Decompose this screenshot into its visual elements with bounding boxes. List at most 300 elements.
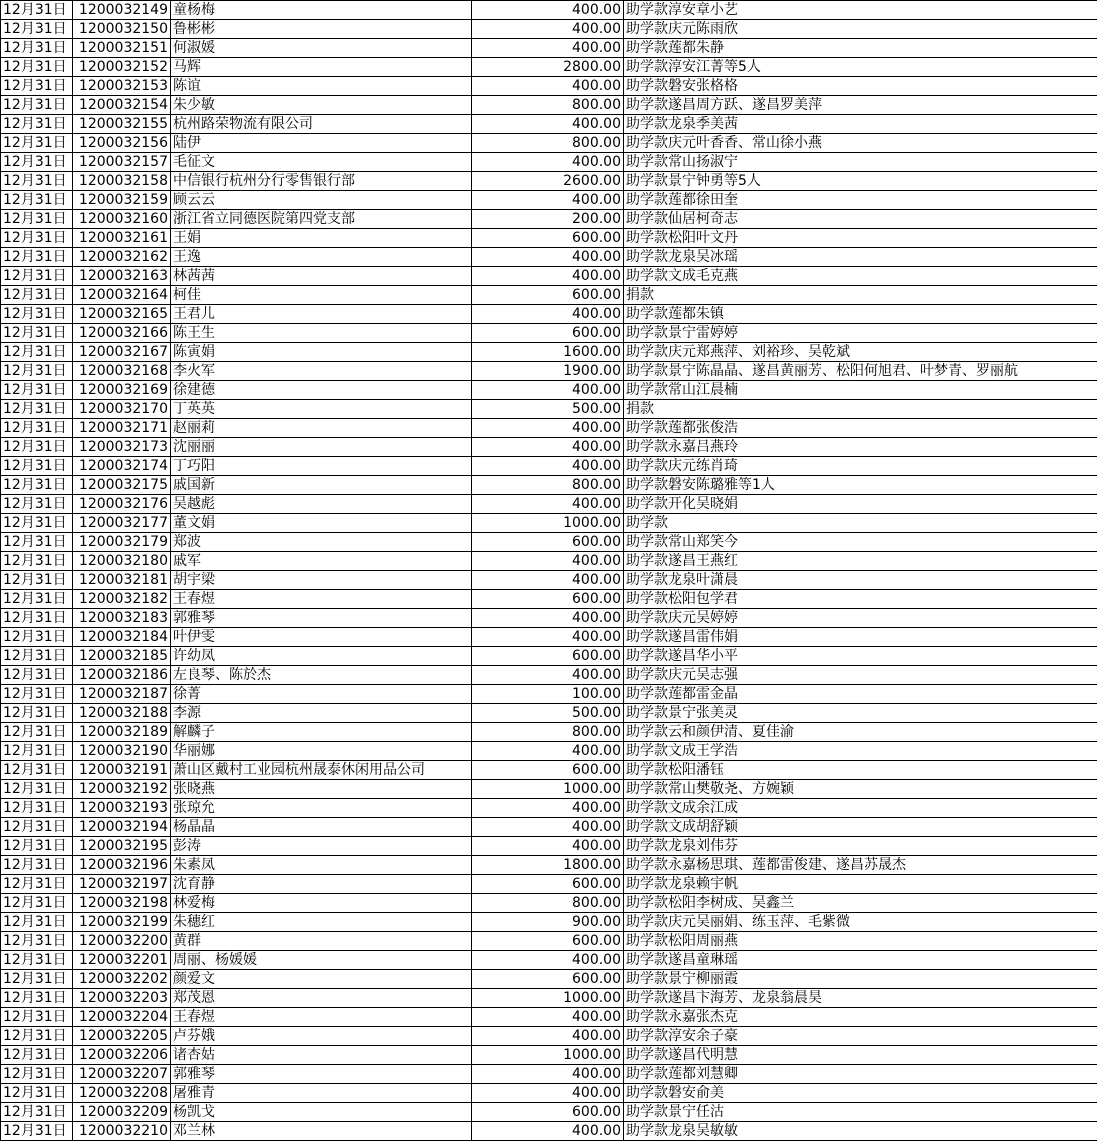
table-row[interactable]: [1, 1, 1097, 20]
date-cell[interactable]: 12月31日: [1, 875, 73, 894]
amount-cell[interactable]: 400.00: [472, 248, 624, 267]
date-cell[interactable]: 12月31日: [1, 495, 73, 514]
table-row[interactable]: [1, 210, 1097, 229]
amount-cell[interactable]: 400.00: [472, 381, 624, 400]
note-cell[interactable]: 助学款遂昌代明慧: [624, 1046, 1097, 1065]
table-row[interactable]: [1, 1065, 1097, 1084]
donor-name-cell[interactable]: 童杨梅: [171, 1, 472, 20]
date-cell[interactable]: 12月31日: [1, 115, 73, 134]
receipt-number-cell[interactable]: 1200032149: [73, 1, 171, 20]
amount-cell[interactable]: 2600.00: [472, 172, 624, 191]
table-row[interactable]: [1, 248, 1097, 267]
amount-cell[interactable]: 400.00: [472, 742, 624, 761]
donor-name-cell[interactable]: 鲁彬彬: [171, 20, 472, 39]
table-row[interactable]: [1, 58, 1097, 77]
note-cell[interactable]: 助学款云和颜伊清、夏佳渝: [624, 723, 1097, 742]
date-cell[interactable]: 12月31日: [1, 400, 73, 419]
table-row[interactable]: [1, 419, 1097, 438]
donor-name-cell[interactable]: 沈丽丽: [171, 438, 472, 457]
date-cell[interactable]: 12月31日: [1, 780, 73, 799]
note-cell[interactable]: 助学款遂昌王燕红: [624, 552, 1097, 571]
donor-name-cell[interactable]: 陈寅娟: [171, 343, 472, 362]
table-row[interactable]: [1, 913, 1097, 932]
amount-cell[interactable]: 600.00: [472, 875, 624, 894]
table-row[interactable]: [1, 77, 1097, 96]
date-cell[interactable]: 12月31日: [1, 286, 73, 305]
note-cell[interactable]: 助学款龙泉刘伟芬: [624, 837, 1097, 856]
donor-name-cell[interactable]: 顾云云: [171, 191, 472, 210]
receipt-number-cell[interactable]: 1200032203: [73, 989, 171, 1008]
note-cell[interactable]: 助学款莲都张俊浩: [624, 419, 1097, 438]
amount-cell[interactable]: 600.00: [472, 932, 624, 951]
table-row[interactable]: [1, 780, 1097, 799]
note-cell[interactable]: 助学款龙泉赖宇帆: [624, 875, 1097, 894]
note-cell[interactable]: 助学款庆元吴丽娟、练玉萍、毛紫微: [624, 913, 1097, 932]
amount-cell[interactable]: 1800.00: [472, 856, 624, 875]
table-row[interactable]: [1, 134, 1097, 153]
amount-cell[interactable]: 500.00: [472, 704, 624, 723]
date-cell[interactable]: 12月31日: [1, 324, 73, 343]
note-cell[interactable]: 助学款莲都雷金晶: [624, 685, 1097, 704]
amount-cell[interactable]: 400.00: [472, 1, 624, 20]
note-cell[interactable]: 助学款景宁张美灵: [624, 704, 1097, 723]
date-cell[interactable]: 12月31日: [1, 552, 73, 571]
amount-cell[interactable]: 800.00: [472, 96, 624, 115]
donor-name-cell[interactable]: 华丽娜: [171, 742, 472, 761]
date-cell[interactable]: 12月31日: [1, 742, 73, 761]
date-cell[interactable]: 12月31日: [1, 96, 73, 115]
receipt-number-cell[interactable]: 1200032197: [73, 875, 171, 894]
date-cell[interactable]: 12月31日: [1, 799, 73, 818]
receipt-number-cell[interactable]: 1200032198: [73, 894, 171, 913]
donor-name-cell[interactable]: 毛征文: [171, 153, 472, 172]
receipt-number-cell[interactable]: 1200032190: [73, 742, 171, 761]
date-cell[interactable]: 12月31日: [1, 343, 73, 362]
receipt-number-cell[interactable]: 1200032169: [73, 381, 171, 400]
table-row[interactable]: [1, 552, 1097, 571]
amount-cell[interactable]: 1000.00: [472, 780, 624, 799]
table-row[interactable]: [1, 495, 1097, 514]
note-cell[interactable]: 助学款开化吴晓娟: [624, 495, 1097, 514]
note-cell[interactable]: 助学款庆元郑燕萍、刘裕珍、吴乾斌: [624, 343, 1097, 362]
receipt-number-cell[interactable]: 1200032155: [73, 115, 171, 134]
receipt-number-cell[interactable]: 1200032189: [73, 723, 171, 742]
receipt-number-cell[interactable]: 1200032159: [73, 191, 171, 210]
donor-name-cell[interactable]: 徐菁: [171, 685, 472, 704]
table-row[interactable]: [1, 837, 1097, 856]
amount-cell[interactable]: 400.00: [472, 1065, 624, 1084]
date-cell[interactable]: 12月31日: [1, 533, 73, 552]
date-cell[interactable]: 12月31日: [1, 134, 73, 153]
note-cell[interactable]: 助学款庆元陈雨欣: [624, 20, 1097, 39]
table-row[interactable]: [1, 970, 1097, 989]
donor-name-cell[interactable]: 吴越彪: [171, 495, 472, 514]
table-row[interactable]: [1, 704, 1097, 723]
receipt-number-cell[interactable]: 1200032196: [73, 856, 171, 875]
table-row[interactable]: [1, 153, 1097, 172]
receipt-number-cell[interactable]: 1200032185: [73, 647, 171, 666]
table-row[interactable]: [1, 1122, 1097, 1141]
donor-name-cell[interactable]: 郭雅琴: [171, 609, 472, 628]
amount-cell[interactable]: 400.00: [472, 305, 624, 324]
donor-name-cell[interactable]: 彭涛: [171, 837, 472, 856]
note-cell[interactable]: 助学款景宁雷婷婷: [624, 324, 1097, 343]
amount-cell[interactable]: 400.00: [472, 571, 624, 590]
donor-name-cell[interactable]: 卢芬娥: [171, 1027, 472, 1046]
amount-cell[interactable]: 400.00: [472, 951, 624, 970]
receipt-number-cell[interactable]: 1200032153: [73, 77, 171, 96]
note-cell[interactable]: 助学款仙居柯奇志: [624, 210, 1097, 229]
amount-cell[interactable]: 400.00: [472, 1027, 624, 1046]
date-cell[interactable]: 12月31日: [1, 419, 73, 438]
note-cell[interactable]: 助学款龙泉叶潇晨: [624, 571, 1097, 590]
note-cell[interactable]: 助学款常山樊敬尧、方婉颖: [624, 780, 1097, 799]
donor-name-cell[interactable]: 马辉: [171, 58, 472, 77]
date-cell[interactable]: 12月31日: [1, 172, 73, 191]
note-cell[interactable]: 助学款淳安余子豪: [624, 1027, 1097, 1046]
donor-name-cell[interactable]: 戚国新: [171, 476, 472, 495]
table-row[interactable]: [1, 590, 1097, 609]
note-cell[interactable]: 助学款松阳包学君: [624, 590, 1097, 609]
note-cell[interactable]: 捐款: [624, 286, 1097, 305]
table-row[interactable]: [1, 1046, 1097, 1065]
date-cell[interactable]: 12月31日: [1, 1046, 73, 1065]
note-cell[interactable]: 助学款永嘉张杰克: [624, 1008, 1097, 1027]
table-row[interactable]: [1, 457, 1097, 476]
receipt-number-cell[interactable]: 1200032163: [73, 267, 171, 286]
table-row[interactable]: [1, 1008, 1097, 1027]
note-cell[interactable]: 助学款龙泉吴冰瑶: [624, 248, 1097, 267]
date-cell[interactable]: 12月31日: [1, 1, 73, 20]
table-row[interactable]: [1, 571, 1097, 590]
donor-name-cell[interactable]: 邓兰林: [171, 1122, 472, 1141]
note-cell[interactable]: 助学款: [624, 514, 1097, 533]
receipt-number-cell[interactable]: 1200032171: [73, 419, 171, 438]
amount-cell[interactable]: 400.00: [472, 818, 624, 837]
donor-name-cell[interactable]: 朱少敏: [171, 96, 472, 115]
amount-cell[interactable]: 400.00: [472, 1084, 624, 1103]
receipt-number-cell[interactable]: 1200032179: [73, 533, 171, 552]
date-cell[interactable]: 12月31日: [1, 1008, 73, 1027]
donor-name-cell[interactable]: 屠雅青: [171, 1084, 472, 1103]
receipt-number-cell[interactable]: 1200032180: [73, 552, 171, 571]
note-cell[interactable]: 助学款庆元叶香香、常山徐小燕: [624, 134, 1097, 153]
amount-cell[interactable]: 400.00: [472, 115, 624, 134]
donor-name-cell[interactable]: 许幼凤: [171, 647, 472, 666]
amount-cell[interactable]: 400.00: [472, 20, 624, 39]
donor-name-cell[interactable]: 朱穗红: [171, 913, 472, 932]
table-row[interactable]: [1, 761, 1097, 780]
amount-cell[interactable]: 600.00: [472, 324, 624, 343]
note-cell[interactable]: 助学款景宁钟勇等5人: [624, 172, 1097, 191]
receipt-number-cell[interactable]: 1200032181: [73, 571, 171, 590]
amount-cell[interactable]: 600.00: [472, 229, 624, 248]
receipt-number-cell[interactable]: 1200032205: [73, 1027, 171, 1046]
amount-cell[interactable]: 600.00: [472, 533, 624, 552]
donor-name-cell[interactable]: 杨晶晶: [171, 818, 472, 837]
receipt-number-cell[interactable]: 1200032207: [73, 1065, 171, 1084]
note-cell[interactable]: 助学款磐安俞美: [624, 1084, 1097, 1103]
note-cell[interactable]: 助学款常山江晨楠: [624, 381, 1097, 400]
table-row[interactable]: [1, 1027, 1097, 1046]
date-cell[interactable]: 12月31日: [1, 856, 73, 875]
receipt-number-cell[interactable]: 1200032193: [73, 799, 171, 818]
receipt-number-cell[interactable]: 1200032210: [73, 1122, 171, 1141]
receipt-number-cell[interactable]: 1200032192: [73, 780, 171, 799]
donor-name-cell[interactable]: 杭州路荣物流有限公司: [171, 115, 472, 134]
date-cell[interactable]: 12月31日: [1, 39, 73, 58]
note-cell[interactable]: 助学款遂昌华小平: [624, 647, 1097, 666]
amount-cell[interactable]: 100.00: [472, 685, 624, 704]
date-cell[interactable]: 12月31日: [1, 1084, 73, 1103]
note-cell[interactable]: 助学款庆元练肖琦: [624, 457, 1097, 476]
date-cell[interactable]: 12月31日: [1, 818, 73, 837]
receipt-number-cell[interactable]: 1200032175: [73, 476, 171, 495]
receipt-number-cell[interactable]: 1200032183: [73, 609, 171, 628]
date-cell[interactable]: 12月31日: [1, 305, 73, 324]
donor-name-cell[interactable]: 王春煜: [171, 1008, 472, 1027]
date-cell[interactable]: 12月31日: [1, 970, 73, 989]
amount-cell[interactable]: 400.00: [472, 438, 624, 457]
note-cell[interactable]: 助学款遂昌卞海芳、龙泉翁晨昊: [624, 989, 1097, 1008]
donor-name-cell[interactable]: 沈育静: [171, 875, 472, 894]
note-cell[interactable]: 助学款松阳李树成、吴鑫兰: [624, 894, 1097, 913]
note-cell[interactable]: 助学款景宁柳丽霞: [624, 970, 1097, 989]
donor-name-cell[interactable]: 萧山区戴村工业园杭州晟泰休闲用品公司: [171, 761, 472, 780]
donor-name-cell[interactable]: 中信银行杭州分行零售银行部: [171, 172, 472, 191]
date-cell[interactable]: 12月31日: [1, 989, 73, 1008]
amount-cell[interactable]: 1600.00: [472, 343, 624, 362]
donor-name-cell[interactable]: 赵丽莉: [171, 419, 472, 438]
receipt-number-cell[interactable]: 1200032177: [73, 514, 171, 533]
amount-cell[interactable]: 400.00: [472, 419, 624, 438]
table-row[interactable]: [1, 39, 1097, 58]
table-row[interactable]: [1, 96, 1097, 115]
donor-name-cell[interactable]: 丁巧阳: [171, 457, 472, 476]
note-cell[interactable]: 助学款庆元吴志强: [624, 666, 1097, 685]
amount-cell[interactable]: 400.00: [472, 666, 624, 685]
amount-cell[interactable]: 400.00: [472, 77, 624, 96]
note-cell[interactable]: 助学款淳安章小艺: [624, 1, 1097, 20]
donor-name-cell[interactable]: 陈谊: [171, 77, 472, 96]
note-cell[interactable]: 助学款松阳周丽燕: [624, 932, 1097, 951]
donor-name-cell[interactable]: 朱素凤: [171, 856, 472, 875]
note-cell[interactable]: 助学款磐安张格格: [624, 77, 1097, 96]
donor-name-cell[interactable]: 杨凯戈: [171, 1103, 472, 1122]
receipt-number-cell[interactable]: 1200032206: [73, 1046, 171, 1065]
date-cell[interactable]: 12月31日: [1, 457, 73, 476]
donor-name-cell[interactable]: 解麟子: [171, 723, 472, 742]
date-cell[interactable]: 12月31日: [1, 20, 73, 39]
table-row[interactable]: [1, 400, 1097, 419]
receipt-number-cell[interactable]: 1200032151: [73, 39, 171, 58]
table-row[interactable]: [1, 742, 1097, 761]
donor-name-cell[interactable]: 叶伊雯: [171, 628, 472, 647]
table-row[interactable]: [1, 229, 1097, 248]
donor-name-cell[interactable]: 戚军: [171, 552, 472, 571]
receipt-number-cell[interactable]: 1200032152: [73, 58, 171, 77]
receipt-number-cell[interactable]: 1200032167: [73, 343, 171, 362]
table-row[interactable]: [1, 20, 1097, 39]
date-cell[interactable]: 12月31日: [1, 210, 73, 229]
note-cell[interactable]: 助学款遂昌雷伟娟: [624, 628, 1097, 647]
table-row[interactable]: [1, 1103, 1097, 1122]
date-cell[interactable]: 12月31日: [1, 191, 73, 210]
amount-cell[interactable]: 2800.00: [472, 58, 624, 77]
note-cell[interactable]: 助学款莲都徐田奎: [624, 191, 1097, 210]
amount-cell[interactable]: 600.00: [472, 647, 624, 666]
receipt-number-cell[interactable]: 1200032161: [73, 229, 171, 248]
amount-cell[interactable]: 400.00: [472, 628, 624, 647]
table-row[interactable]: [1, 115, 1097, 134]
table-row[interactable]: [1, 875, 1097, 894]
table-row[interactable]: [1, 951, 1097, 970]
amount-cell[interactable]: 400.00: [472, 191, 624, 210]
donor-name-cell[interactable]: 董文娟: [171, 514, 472, 533]
note-cell[interactable]: 助学款文成余江成: [624, 799, 1097, 818]
note-cell[interactable]: 助学款常山扬淑宁: [624, 153, 1097, 172]
amount-cell[interactable]: 400.00: [472, 609, 624, 628]
table-row[interactable]: [1, 666, 1097, 685]
amount-cell[interactable]: 600.00: [472, 590, 624, 609]
table-row[interactable]: [1, 305, 1097, 324]
donor-name-cell[interactable]: 李源: [171, 704, 472, 723]
table-row[interactable]: [1, 286, 1097, 305]
note-cell[interactable]: 助学款永嘉杨思琪、莲都雷俊建、遂昌苏晟杰: [624, 856, 1097, 875]
amount-cell[interactable]: 400.00: [472, 837, 624, 856]
note-cell[interactable]: 助学款莲都朱镇: [624, 305, 1097, 324]
amount-cell[interactable]: 800.00: [472, 723, 624, 742]
receipt-number-cell[interactable]: 1200032150: [73, 20, 171, 39]
table-row[interactable]: [1, 191, 1097, 210]
note-cell[interactable]: 助学款文成胡舒颖: [624, 818, 1097, 837]
donor-name-cell[interactable]: 浙江省立同德医院第四党支部: [171, 210, 472, 229]
receipt-number-cell[interactable]: 1200032174: [73, 457, 171, 476]
table-row[interactable]: [1, 723, 1097, 742]
donor-name-cell[interactable]: 张晓燕: [171, 780, 472, 799]
amount-cell[interactable]: 1900.00: [472, 362, 624, 381]
receipt-number-cell[interactable]: 1200032173: [73, 438, 171, 457]
receipt-number-cell[interactable]: 1200032166: [73, 324, 171, 343]
donor-name-cell[interactable]: 王春煜: [171, 590, 472, 609]
receipt-number-cell[interactable]: 1200032158: [73, 172, 171, 191]
receipt-number-cell[interactable]: 1200032204: [73, 1008, 171, 1027]
amount-cell[interactable]: 1000.00: [472, 1046, 624, 1065]
receipt-number-cell[interactable]: 1200032201: [73, 951, 171, 970]
amount-cell[interactable]: 400.00: [472, 799, 624, 818]
date-cell[interactable]: 12月31日: [1, 704, 73, 723]
table-row[interactable]: [1, 381, 1097, 400]
date-cell[interactable]: 12月31日: [1, 248, 73, 267]
date-cell[interactable]: 12月31日: [1, 628, 73, 647]
table-row[interactable]: [1, 267, 1097, 286]
receipt-number-cell[interactable]: 1200032176: [73, 495, 171, 514]
donor-name-cell[interactable]: 王君儿: [171, 305, 472, 324]
amount-cell[interactable]: 200.00: [472, 210, 624, 229]
date-cell[interactable]: 12月31日: [1, 1027, 73, 1046]
table-row[interactable]: [1, 628, 1097, 647]
donor-name-cell[interactable]: 陆伊: [171, 134, 472, 153]
note-cell[interactable]: 助学款松阳潘钰: [624, 761, 1097, 780]
date-cell[interactable]: 12月31日: [1, 1122, 73, 1141]
note-cell[interactable]: 助学款磐安陈璐雅等1人: [624, 476, 1097, 495]
receipt-number-cell[interactable]: 1200032170: [73, 400, 171, 419]
receipt-number-cell[interactable]: 1200032209: [73, 1103, 171, 1122]
donor-name-cell[interactable]: 郭雅琴: [171, 1065, 472, 1084]
table-row[interactable]: [1, 856, 1097, 875]
donor-name-cell[interactable]: 林爱梅: [171, 894, 472, 913]
donor-name-cell[interactable]: 林茜茜: [171, 267, 472, 286]
amount-cell[interactable]: 600.00: [472, 761, 624, 780]
donor-name-cell[interactable]: 丁英英: [171, 400, 472, 419]
table-row[interactable]: [1, 609, 1097, 628]
amount-cell[interactable]: 1000.00: [472, 989, 624, 1008]
receipt-number-cell[interactable]: 1200032165: [73, 305, 171, 324]
donor-name-cell[interactable]: 柯佳: [171, 286, 472, 305]
note-cell[interactable]: 助学款景宁任沽: [624, 1103, 1097, 1122]
note-cell[interactable]: 捐款: [624, 400, 1097, 419]
amount-cell[interactable]: 800.00: [472, 134, 624, 153]
date-cell[interactable]: 12月31日: [1, 913, 73, 932]
note-cell[interactable]: 助学款龙泉季美茜: [624, 115, 1097, 134]
date-cell[interactable]: 12月31日: [1, 761, 73, 780]
date-cell[interactable]: 12月31日: [1, 1065, 73, 1084]
date-cell[interactable]: 12月31日: [1, 514, 73, 533]
table-row[interactable]: [1, 533, 1097, 552]
note-cell[interactable]: 助学款文成王学浩: [624, 742, 1097, 761]
amount-cell[interactable]: 400.00: [472, 267, 624, 286]
date-cell[interactable]: 12月31日: [1, 267, 73, 286]
table-row[interactable]: [1, 438, 1097, 457]
receipt-number-cell[interactable]: 1200032187: [73, 685, 171, 704]
table-row[interactable]: [1, 989, 1097, 1008]
table-row[interactable]: [1, 1084, 1097, 1103]
note-cell[interactable]: 助学款文成毛克燕: [624, 267, 1097, 286]
donor-name-cell[interactable]: 王逸: [171, 248, 472, 267]
receipt-number-cell[interactable]: 1200032162: [73, 248, 171, 267]
donor-name-cell[interactable]: 周丽、杨媛媛: [171, 951, 472, 970]
date-cell[interactable]: 12月31日: [1, 590, 73, 609]
receipt-number-cell[interactable]: 1200032184: [73, 628, 171, 647]
note-cell[interactable]: 助学款淳安江菁等5人: [624, 58, 1097, 77]
amount-cell[interactable]: 400.00: [472, 552, 624, 571]
table-row[interactable]: [1, 476, 1097, 495]
note-cell[interactable]: 助学款景宁陈晶晶、遂昌黄丽芳、松阳何旭君、叶梦青、罗丽航: [624, 362, 1097, 381]
date-cell[interactable]: 12月31日: [1, 666, 73, 685]
date-cell[interactable]: 12月31日: [1, 837, 73, 856]
receipt-number-cell[interactable]: 1200032157: [73, 153, 171, 172]
date-cell[interactable]: 12月31日: [1, 723, 73, 742]
receipt-number-cell[interactable]: 1200032199: [73, 913, 171, 932]
table-row[interactable]: [1, 362, 1097, 381]
donor-name-cell[interactable]: 诸杏姑: [171, 1046, 472, 1065]
date-cell[interactable]: 12月31日: [1, 1103, 73, 1122]
date-cell[interactable]: 12月31日: [1, 153, 73, 172]
amount-cell[interactable]: 1000.00: [472, 514, 624, 533]
donor-name-cell[interactable]: 陈王生: [171, 324, 472, 343]
date-cell[interactable]: 12月31日: [1, 932, 73, 951]
receipt-number-cell[interactable]: 1200032164: [73, 286, 171, 305]
date-cell[interactable]: 12月31日: [1, 77, 73, 96]
donor-name-cell[interactable]: 颜爱文: [171, 970, 472, 989]
receipt-number-cell[interactable]: 1200032188: [73, 704, 171, 723]
note-cell[interactable]: 助学款莲都刘慧卿: [624, 1065, 1097, 1084]
note-cell[interactable]: 助学款永嘉吕燕玲: [624, 438, 1097, 457]
date-cell[interactable]: 12月31日: [1, 58, 73, 77]
table-row[interactable]: [1, 894, 1097, 913]
receipt-number-cell[interactable]: 1200032186: [73, 666, 171, 685]
amount-cell[interactable]: 400.00: [472, 1008, 624, 1027]
